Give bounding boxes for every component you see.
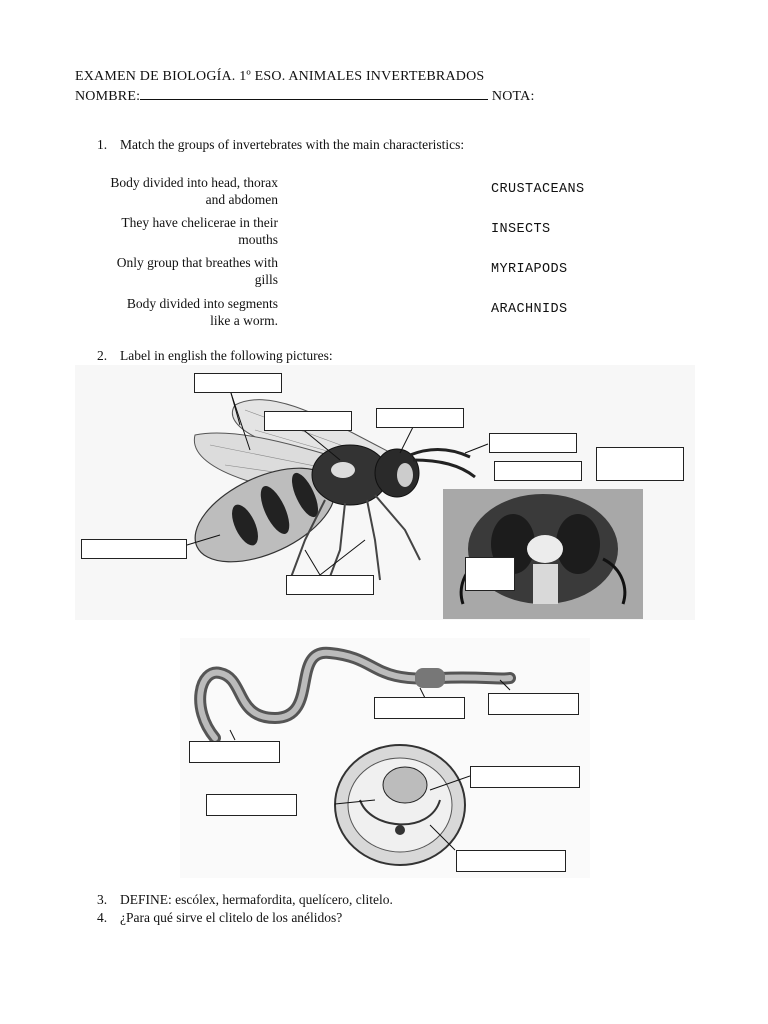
exam-title: EXAMEN DE BIOLOGÍA. 1º ESO. ANIMALES INVERTEBRADOS <box>75 69 485 84</box>
label-box-mouthparts[interactable] <box>465 557 515 591</box>
label-box-worm-body[interactable] <box>189 741 280 763</box>
question-number: 4. <box>97 910 108 925</box>
characteristic-1 <box>78 174 278 208</box>
earthworm-cross-section <box>330 740 470 870</box>
grade-label: NOTA: <box>491 89 535 104</box>
group-myriapods: MYRIAPODS <box>491 262 568 277</box>
question-number: 3. <box>97 892 108 907</box>
question-text: ¿Para qué sirve el clitelo de los anélidos? <box>120 910 343 925</box>
label-box-wings[interactable] <box>194 373 282 393</box>
characteristic-line: They have chelicerae in their <box>121 215 278 230</box>
wasp-head-photo <box>443 489 643 619</box>
characteristic-2 <box>78 214 278 248</box>
label-box-head-part[interactable] <box>596 447 684 481</box>
name-field[interactable] <box>140 86 488 100</box>
question-number: 2. <box>97 348 108 363</box>
label-box-abdomen-top[interactable] <box>264 411 352 431</box>
label-box-clitellum[interactable] <box>374 697 465 719</box>
group-crustaceans: CRUSTACEANS <box>491 182 585 197</box>
characteristic-line: Only group that breathes with <box>116 255 278 270</box>
question-3 <box>97 892 393 908</box>
characteristic-line: Body divided into head, thorax <box>110 175 278 190</box>
label-box-eye[interactable] <box>494 461 582 481</box>
label-box-section-left[interactable] <box>206 794 297 816</box>
label-box-section-top[interactable] <box>470 766 580 788</box>
question-number: 1. <box>97 137 108 152</box>
question-1 <box>97 137 464 153</box>
question-text: DEFINE: escólex, hermafordita, quelícero, clitelo. <box>120 892 393 907</box>
characteristic-line: and abdomen <box>205 192 278 207</box>
question-4 <box>97 910 342 926</box>
question-text: Label in english the following pictures: <box>120 348 333 363</box>
characteristic-line: like a worm. <box>210 313 278 328</box>
characteristic-4 <box>78 295 278 329</box>
group-arachnids: ARACHNIDS <box>491 302 568 317</box>
label-box-legs[interactable] <box>286 575 374 595</box>
name-line <box>75 86 535 105</box>
name-label: NOMBRE: <box>75 89 141 104</box>
characteristic-line: mouths <box>238 232 278 247</box>
label-box-head[interactable] <box>376 408 464 428</box>
question-2 <box>97 348 333 364</box>
characteristic-3 <box>78 254 278 288</box>
label-box-worm-head[interactable] <box>488 693 579 715</box>
characteristic-line: Body divided into segments <box>126 296 278 311</box>
label-box-section-bottom[interactable] <box>456 850 566 872</box>
question-text: Match the groups of invertebrates with the main characteristics: <box>120 137 465 152</box>
label-box-abdomen[interactable] <box>81 539 187 559</box>
label-box-antenna[interactable] <box>489 433 577 453</box>
wasp-head-drawing <box>443 489 643 619</box>
group-insects: INSECTS <box>491 222 551 237</box>
characteristic-line: gills <box>254 272 278 287</box>
